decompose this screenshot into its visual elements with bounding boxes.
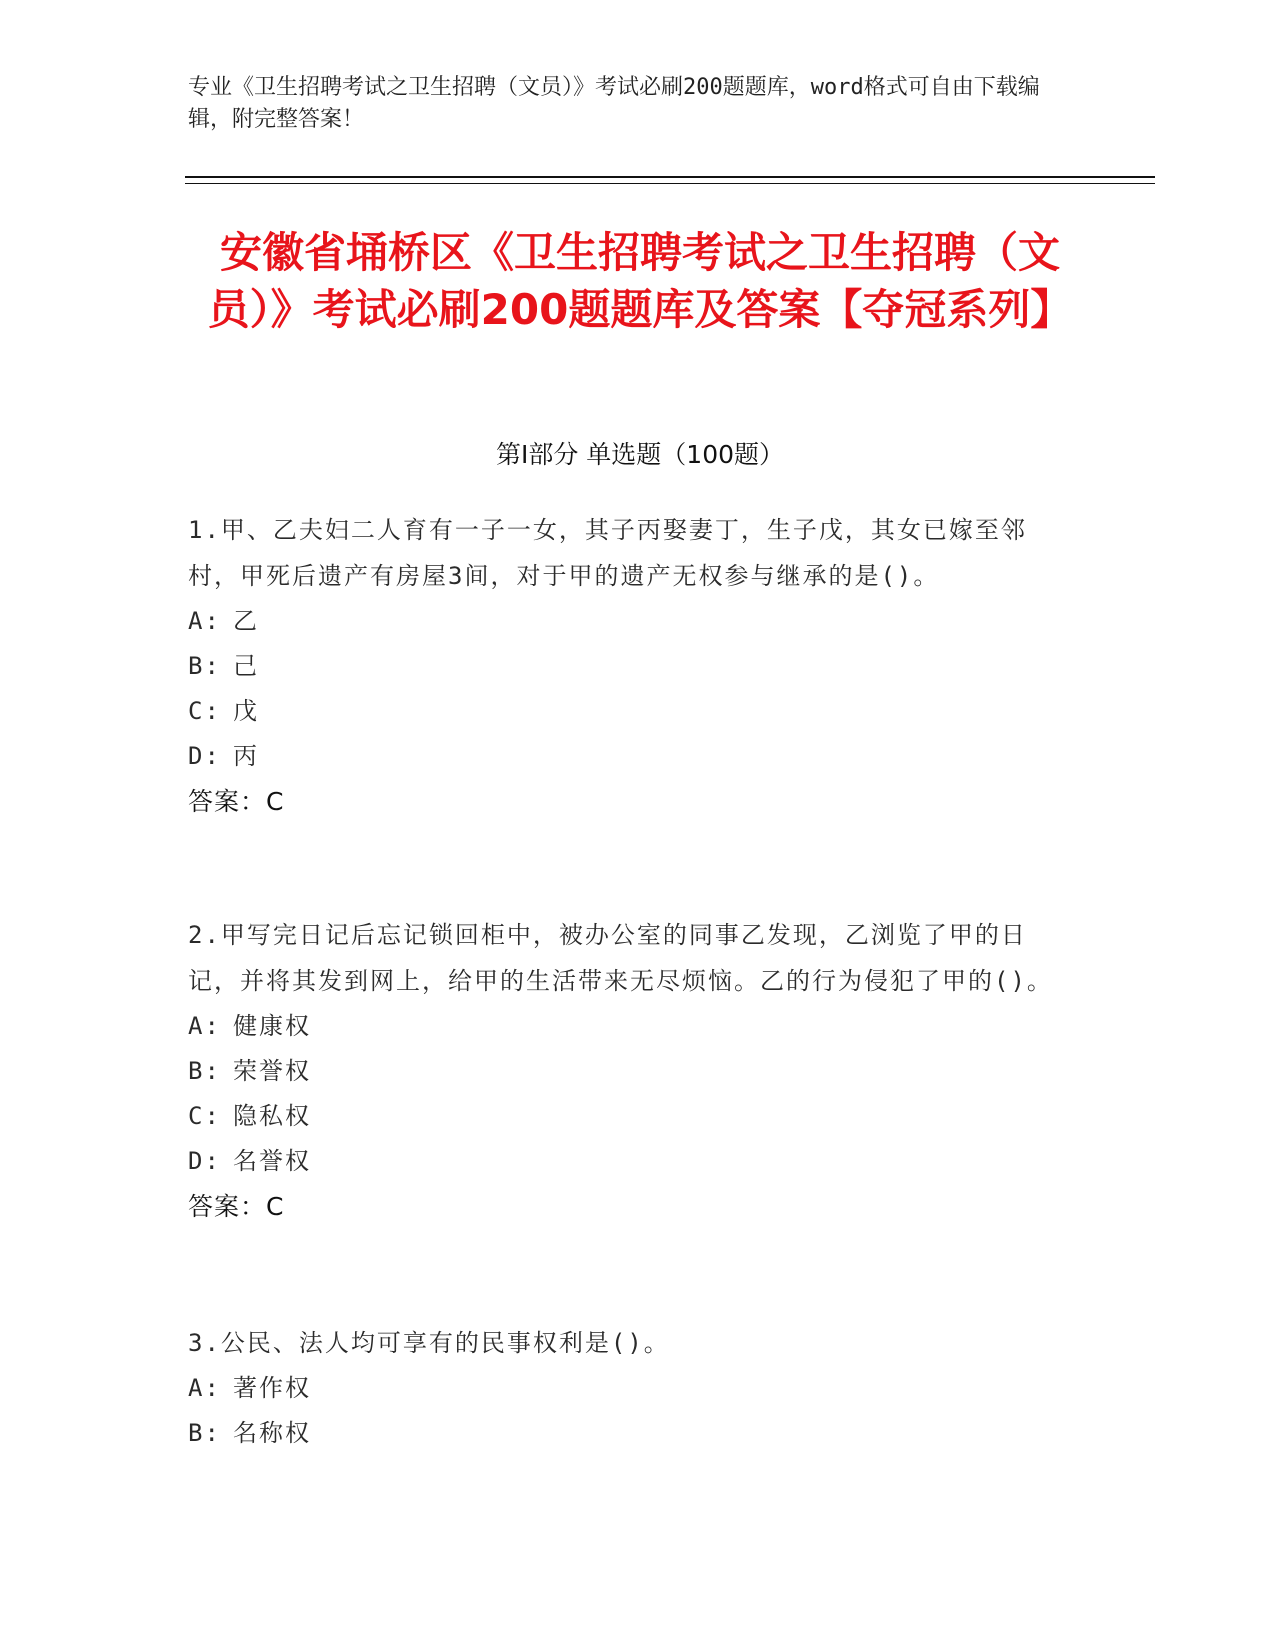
answer-line: 答案：C [188, 1192, 285, 1221]
option-text: 荣誉权 [233, 1057, 311, 1085]
document-title: 安徽省埇桥区《卫生招聘考试之卫生招聘（文员）》考试必刷200题题库及答案【夺冠系列】 [207, 228, 1073, 334]
option-text: 健康权 [233, 1012, 311, 1040]
question-stem: 2.甲写完日记后忘记锁回柜中，被办公室的同事乙发现，乙浏览了甲的日记，并将其发到网上，给甲的生活带来无尽烦恼。乙的行为侵犯了甲的()。 [188, 921, 1053, 995]
header-note: 专业《卫生招聘考试之卫生招聘（文员）》考试必刷200题题库，word格式可自由下载编辑，附完整答案！ [188, 75, 1040, 132]
option-letter: B: [188, 1419, 221, 1447]
option-text: 丙 [233, 742, 259, 770]
option-letter: A: [188, 1012, 221, 1040]
option-letter: D: [188, 1147, 221, 1175]
question-3 [188, 1320, 1078, 1456]
option-c [188, 1094, 1078, 1139]
option-letter: D: [188, 742, 221, 770]
question-stem: 3.公民、法人均可享有的民事权利是()。 [188, 1329, 670, 1357]
section-title: 第Ⅰ部分 单选题（100题） [495, 440, 785, 469]
question-stem: 1.甲、乙夫妇二人育有一子一女，其子丙娶妻丁，生子戊，其女已嫁至邻村，甲死后遗产有房屋3间，对于甲的遗产无权参与继承的是()。 [188, 516, 1027, 590]
option-text: 隐私权 [233, 1102, 311, 1130]
option-text: 乙 [233, 607, 259, 635]
option-a [188, 1004, 1078, 1049]
option-d [188, 734, 1078, 779]
option-text: 名称权 [233, 1419, 311, 1447]
option-b [188, 1411, 1078, 1456]
option-a [188, 1366, 1078, 1411]
option-letter: B: [188, 652, 221, 680]
option-b [188, 644, 1078, 689]
header-divider-thick [185, 176, 1155, 178]
option-letter: C: [188, 1102, 221, 1130]
option-letter: A: [188, 1374, 221, 1402]
option-letter: B: [188, 1057, 221, 1085]
option-c [188, 689, 1078, 734]
answer-line: 答案：C [188, 787, 285, 816]
option-a [188, 599, 1078, 644]
header-divider-thin [185, 183, 1155, 184]
question-2 [188, 912, 1078, 1229]
option-text: 戊 [233, 697, 259, 725]
option-text: 名誉权 [233, 1147, 311, 1175]
option-text: 著作权 [233, 1374, 311, 1402]
option-letter: C: [188, 697, 221, 725]
option-b [188, 1049, 1078, 1094]
question-1 [188, 507, 1078, 824]
option-text: 己 [233, 652, 259, 680]
option-letter: A: [188, 607, 221, 635]
option-d [188, 1139, 1078, 1184]
